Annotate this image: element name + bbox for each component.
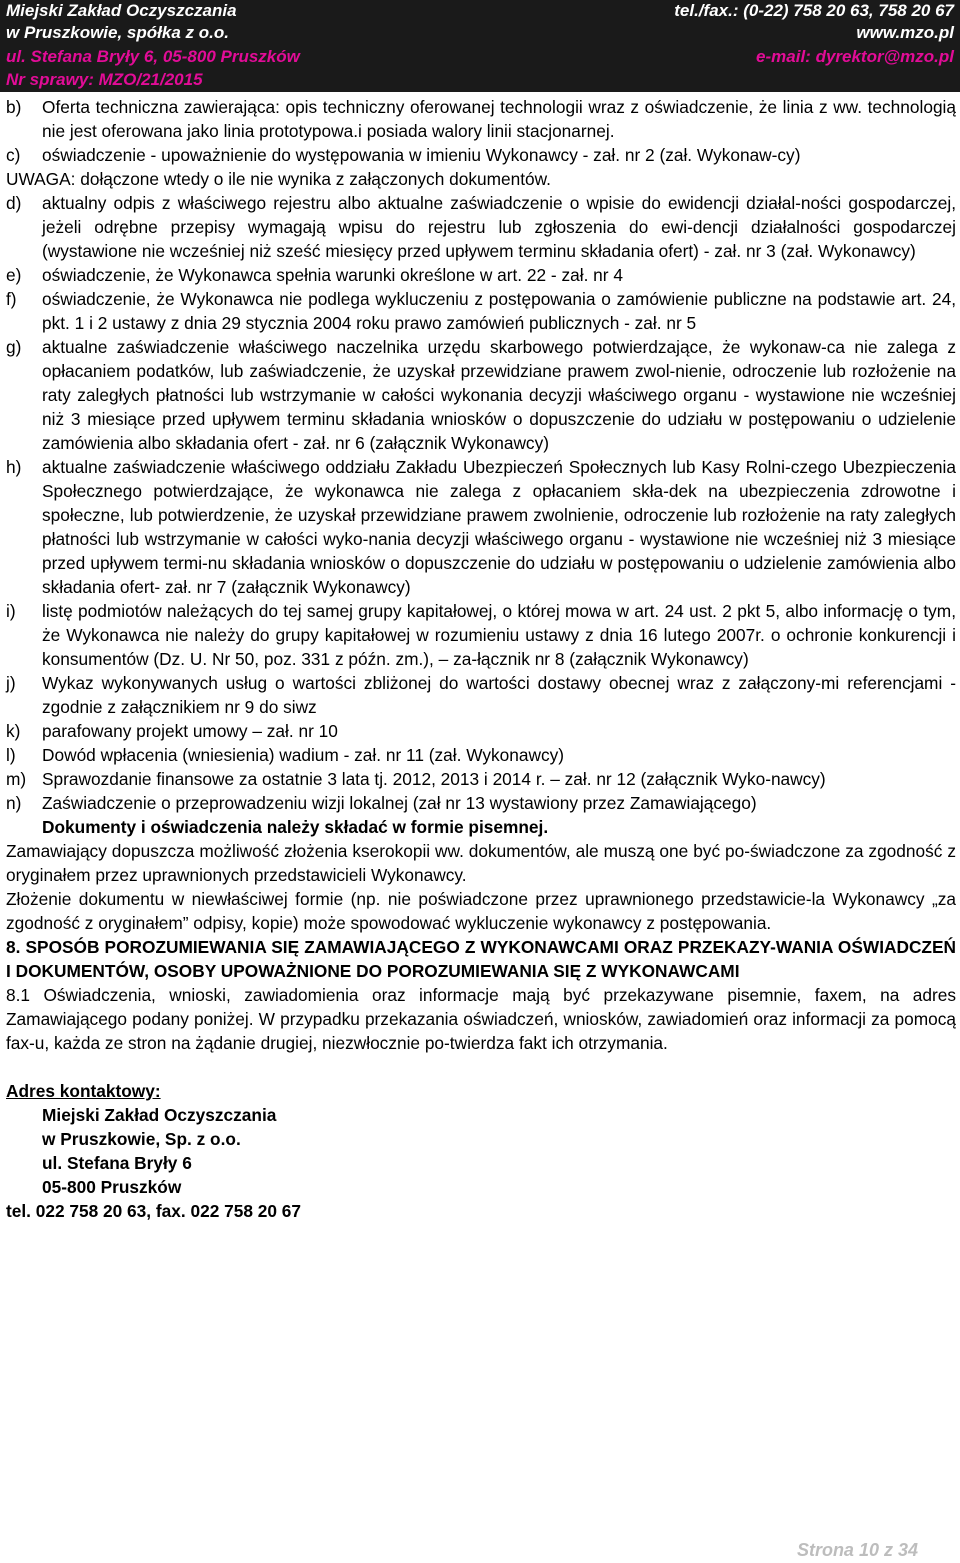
list-item (6, 287, 956, 335)
list-item (6, 767, 956, 791)
paragraph-communication: 8.1 Oświadczenia, wnioski, zawiadomienia oraz informacje mają być przekazywane pisemnie, faxem, na adres Zamawiającego podany poniżej. W przypadku przekazania oświadczeń, wniosków, zawiadomień oraz informacji za pomocą fax-u, każda ze stron na żądanie drugiej, niezwłocznie po-twierdza fakt ich otrzymania. (6, 985, 956, 1053)
item-label: n) (6, 793, 22, 813)
contact-phone: tel. 022 758 20 63, fax. 022 758 20 67 (6, 1201, 301, 1221)
paragraph-copies: Zamawiający dopuszcza możliwość złożenia kserokopii ww. dokumentów, ale muszą one być po-świadczone za zgodność z oryginałem przez uprawnionych przedstawicieli Wykonawcy. (6, 841, 956, 885)
item-text: Oferta techniczna zawierająca: opis techniczny oferowanej technologii wraz z oświadczenie, że linia z ww. technologią nie jest oferowana jako linia prototypowa.i posiada walory linii stacjonarnej. (42, 97, 956, 141)
list-item (6, 599, 956, 671)
item-text: Dowód wpłacenia (wniesienia) wadium - zał. nr 11 (zał. Wykonawcy) (42, 745, 564, 765)
list-item (6, 743, 956, 767)
list-item (6, 671, 956, 719)
item-text: Zaświadczenie o przeprowadzeniu wizji lokalnej (zał nr 13 wystawiony przez Zamawiającego) (42, 793, 757, 813)
phone-fax: tel./fax.: (0-22) 758 20 63, 758 20 67 (674, 1, 954, 20)
email-link[interactable]: e-mail: dyrektor@mzo.pl (756, 47, 954, 66)
contact-line: w Pruszkowie, Sp. z o.o. (42, 1129, 241, 1149)
item-label: i) (6, 601, 16, 621)
list-item (6, 791, 956, 815)
bold-requirement: Dokumenty i oświadczenia należy składać w formie pisemnej. (42, 817, 549, 837)
list-item (6, 263, 956, 287)
document-body (6, 95, 956, 1223)
letterhead (0, 0, 960, 92)
item-label: d) (6, 193, 22, 213)
list-item (6, 143, 956, 167)
item-label: k) (6, 721, 21, 741)
list-item (6, 191, 956, 263)
case-number: Nr sprawy: MZO/21/2015 (6, 70, 203, 89)
contact-line: Miejski Zakład Oczyszczania (42, 1105, 277, 1125)
item-text: aktualny odpis z właściwego rejestru albo aktualne zaświadczenie o wpisie do ewidencji działal-ności gospodarczej, jeżeli odrębne przepisy wymagają wpisu do rejestru lub zgłoszenia do ewi-dencji działalności gospodarczej (wystawione nie wcześniej niż sześć miesięcy przed upływem terminu składania ofert) - zał. nr 3 (zał. Wykonawcy) (42, 193, 956, 261)
item-label: h) (6, 457, 22, 477)
list-item (6, 335, 956, 455)
item-label: c) (6, 145, 21, 165)
item-label: e) (6, 265, 22, 285)
paragraph-form: Złożenie dokumentu w niewłaściwej formie (np. nie poświadczone przez uprawnionego przedstawicie-la Wykonawcy „za zgodność z oryginałem” odpisy, kopie) może spowodować wykluczenie wykonawcy z postępowania. (6, 889, 956, 933)
item-label: f) (6, 289, 17, 309)
list-item (6, 95, 956, 143)
page-number: Strona 10 z 34 (796, 1540, 918, 1560)
item-text: parafowany projekt umowy – zał. nr 10 (42, 721, 338, 741)
attachment-note: UWAGA: dołączone wtedy o ile nie wynika z załączonych dokumentów. (6, 169, 551, 189)
item-label: j) (6, 673, 16, 693)
item-text: listę podmiotów należących do tej samej grupy kapitałowej, o której mowa w art. 24 ust. 2 pkt 5, albo informację o tym, że Wykonawca nie należy do grupy kapitałowej w rozumieniu ustawy z dnia 16 lutego 2007r. o ochronie konkurencji i konsumentów (Dz. U. Nr 50, poz. 331 z późn. zm.), – za-łącznik nr 8 (załącznik Wykonawcy) (42, 601, 956, 669)
item-text: Sprawozdanie finansowe za ostatnie 3 lata tj. 2012, 2013 i 2014 r. – zał. nr 12 (załącznik Wyko-nawcy) (42, 769, 826, 789)
item-label: l) (6, 745, 16, 765)
company-name: Miejski Zakład Oczyszczania (6, 1, 237, 20)
item-label: m) (6, 769, 27, 789)
item-label: g) (6, 337, 22, 357)
item-text: oświadczenie, że Wykonawca spełnia warunki określone w art. 22 - zał. nr 4 (42, 265, 623, 285)
item-text: Wykaz wykonywanych usług o wartości zbliżonej do wartości dostawy obecnej wraz z załączony-mi referencjami - zgodnie z załącznikiem nr 9 do siwz (42, 673, 956, 717)
item-text: oświadczenie - upoważnienie do występowania w imieniu Wykonawcy - zał. nr 2 (zał. Wykonaw-cy) (42, 145, 801, 165)
list-item (6, 719, 956, 743)
contact-line: 05-800 Pruszków (42, 1177, 182, 1197)
company-address: ul. Stefana Bryły 6, 05-800 Pruszków (6, 47, 300, 66)
item-text: aktualne zaświadczenie właściwego naczelnika urzędu skarbowego potwierdzające, że wykonaw-ca nie zalega z opłacaniem podatków, lub zaświadczenie, że uzyskał przewidziane prawem zwol-nienie, odroczenie lub rozłożenie na raty zaległych płatności lub wstrzymanie w całości wykonania decyzji właściwego organu - wystawione nie wcześniej niż 3 miesiące przed upływem terminu składania wniosków o dopuszczenie do udziału w postępowaniu o udzielenie zamówienia albo składania ofert - zał. nr 6 (załącznik Wykonawcy) (42, 337, 956, 453)
item-text: oświadczenie, że Wykonawca nie podlega wykluczeniu z postępowania o zamówienie publiczne na podstawie art. 24, pkt. 1 i 2 ustawy z dnia 29 stycznia 2004 roku prawo zamówień publicznych - zał. nr 5 (42, 289, 956, 333)
company-legal-form: w Pruszkowie, spółka z o.o. (6, 23, 229, 42)
website-link[interactable]: www.mzo.pl (856, 23, 954, 42)
item-text: aktualne zaświadczenie właściwego oddziału Zakładu Ubezpieczeń Społecznych lub Kasy Rolni-czego Ubezpieczenia Społecznego potwierdzające, że wykonawca nie zalega z opłacaniem skła-dek na ubezpieczenia zdrowotne i społeczne, lub potwierdzenie, że uzyskał przewidziane prawem zwolnienie, odroczenie lub rozłożenie na raty zaległych płatności lub wstrzymanie w całości wyko-nania decyzji właściwego organu - wystawione nie wcześniej niż 3 miesiące przed upływem termi-nu składania wniosków o dopuszczenie do udziału w postępowaniu o udzielenie zamówienia albo składania ofert- zał. nr 7 (załącznik Wykonawcy) (42, 457, 956, 597)
section-heading: 8. SPOSÓB POROZUMIEWANIA SIĘ ZAMAWIAJĄCEGO Z WYKONAWCAMI ORAZ PRZEKAZY-WANIA OŚWIADCZEŃ I DOKUMENTÓW, OSOBY UPOWAŻNIONE DO POROZUMIEWANIA SIĘ Z WYKONAWCAMI (6, 937, 956, 981)
contact-title: Adres kontaktowy: (6, 1081, 161, 1101)
item-label: b) (6, 97, 22, 117)
list-item (6, 455, 956, 599)
contact-line: ul. Stefana Bryły 6 (42, 1153, 192, 1173)
